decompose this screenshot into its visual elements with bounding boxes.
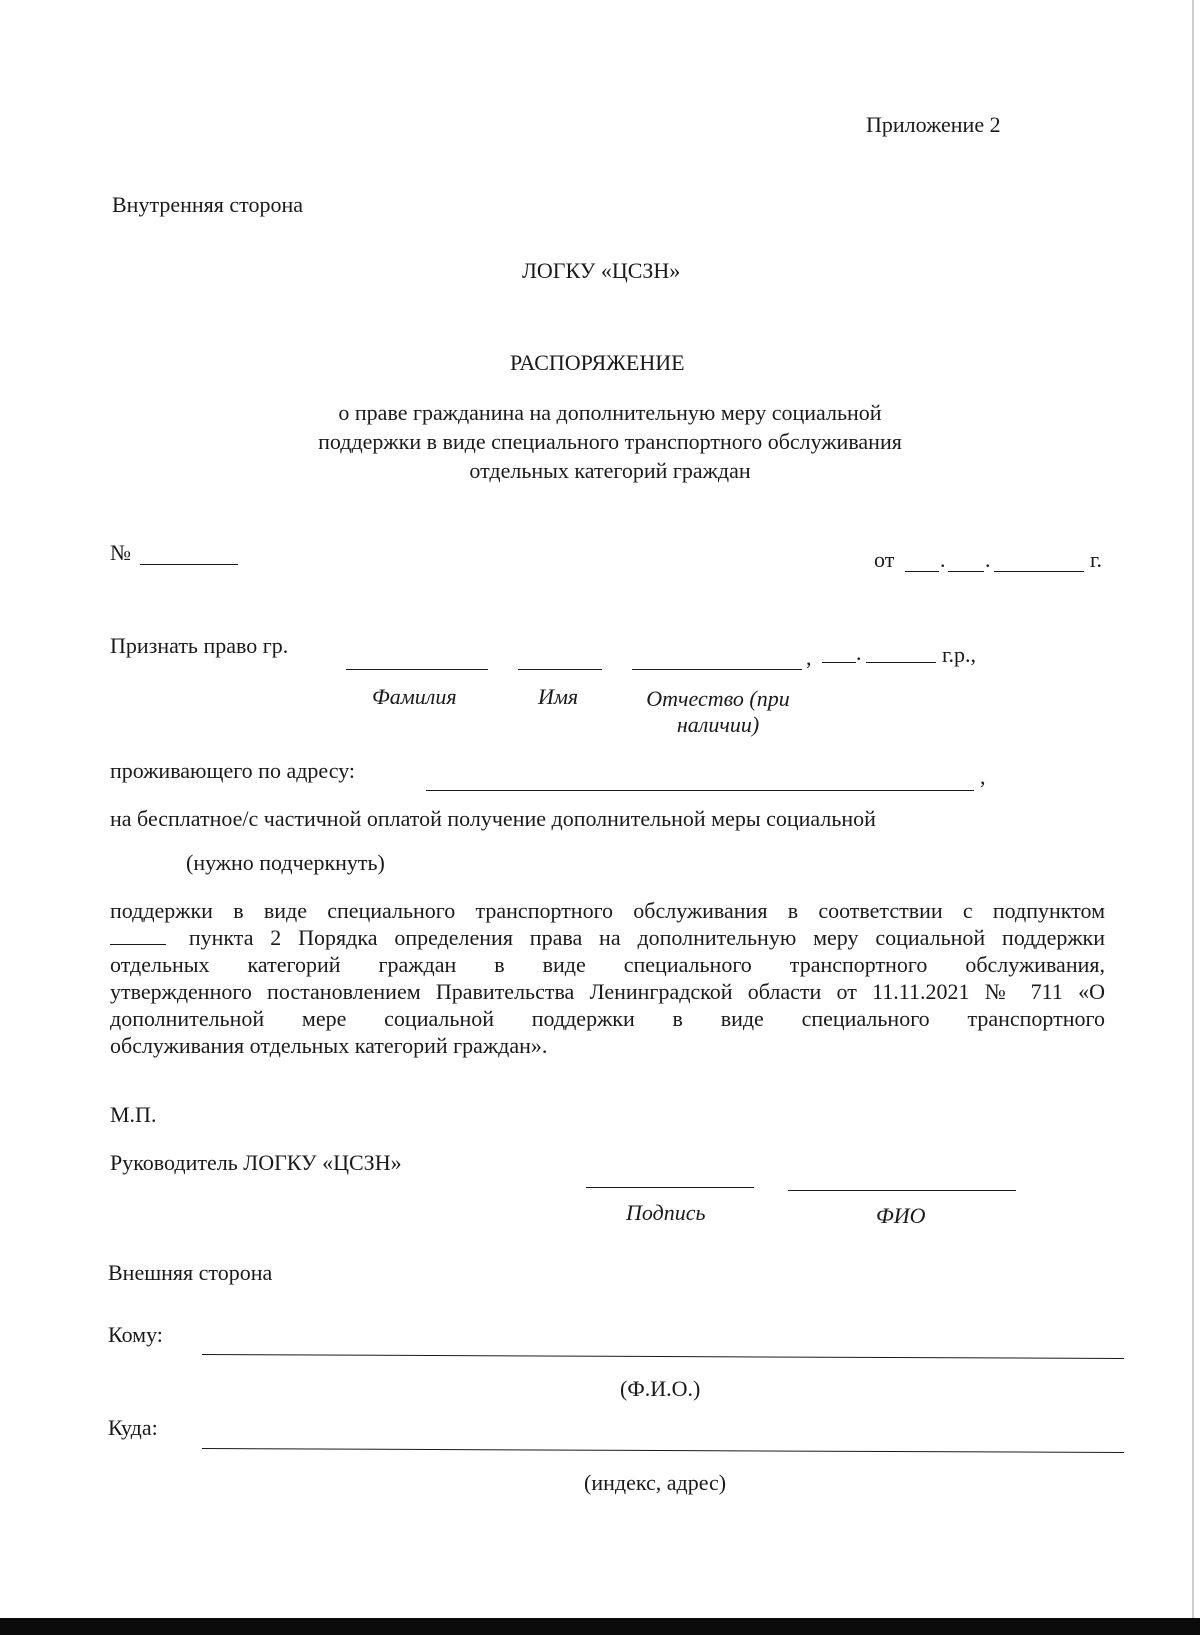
birth-separator: . xyxy=(856,640,862,665)
caption-patronymic-line: наличии) xyxy=(676,712,760,738)
subject-line: поддержки в виде специального транспортного обслуживания xyxy=(318,429,902,454)
body-line-text: пункта 2 Порядка определения права на дополнительную меру социальной поддержки xyxy=(188,925,1105,950)
caption-patronymic xyxy=(628,686,808,739)
outer-side-label: Внешняя сторона xyxy=(108,1260,273,1285)
to-label: Кому: xyxy=(108,1322,163,1347)
to-caption: (Ф.И.О.) xyxy=(620,1376,701,1401)
caption-surname: Фамилия xyxy=(372,684,457,709)
body-line xyxy=(110,924,1105,951)
caption-patronymic-line: Отчество (при xyxy=(646,686,790,711)
body-line: обслуживания отдельных категорий граждан». xyxy=(110,1033,548,1058)
birth-day-field[interactable] xyxy=(822,662,856,663)
number-label: № xyxy=(110,540,131,565)
underline-hint: (нужно подчеркнуть) xyxy=(186,850,385,875)
where-field[interactable] xyxy=(202,1448,1124,1453)
date-separator: . xyxy=(940,547,946,572)
subpoint-field[interactable] xyxy=(110,926,166,945)
signature-field[interactable] xyxy=(586,1187,754,1188)
surname-field[interactable] xyxy=(346,669,488,670)
comma: , xyxy=(806,645,812,670)
birth-year-field[interactable] xyxy=(866,662,936,663)
date-month-field[interactable] xyxy=(948,571,984,572)
birth-suffix: г.р., xyxy=(942,642,977,667)
head-label: Руководитель ЛОГКУ «ЦСЗН» xyxy=(110,1150,402,1175)
name-field[interactable] xyxy=(518,669,602,670)
body-line: дополнительной мере социальной поддержки в виде специального транспортного xyxy=(110,1006,1105,1031)
document-subject xyxy=(200,398,1020,485)
where-label: Куда: xyxy=(108,1415,158,1440)
payment-line: на бесплатное/с частичной оплатой получение дополнительной меры социальной xyxy=(110,806,876,831)
body-line: утвержденного постановлением Правительства Ленинградской области от 11.11.2021 № 711 «О xyxy=(110,979,1105,1004)
recognize-label: Признать право гр. xyxy=(110,633,289,658)
date-suffix: г. xyxy=(1090,547,1103,572)
address-label: проживающего по адресу: xyxy=(110,758,356,783)
caption-fio: ФИО xyxy=(876,1203,926,1228)
body-line: поддержки в виде специального транспортного обслуживания в соответствии с подпунктом xyxy=(110,898,1105,923)
subject-line: о праве гражданина на дополнительную меру социальной xyxy=(338,400,882,425)
caption-signature: Подпись xyxy=(626,1200,706,1225)
body-line: отдельных категорий граждан в виде специального транспортного обслуживания, xyxy=(110,952,1105,977)
where-caption: (индекс, адрес) xyxy=(584,1470,727,1495)
date-separator: . xyxy=(985,547,991,572)
appendix-label: Приложение 2 xyxy=(866,112,1001,137)
address-comma: , xyxy=(980,764,986,789)
stamp-label: М.П. xyxy=(110,1102,157,1127)
inner-side-label: Внутренняя сторона xyxy=(112,192,304,217)
date-prefix: от xyxy=(874,547,895,572)
scan-border xyxy=(0,1618,1200,1635)
caption-name: Имя xyxy=(538,684,579,709)
fio-field[interactable] xyxy=(788,1190,1016,1191)
subject-line: отдельных категорий граждан xyxy=(469,458,751,483)
number-field[interactable] xyxy=(140,564,238,565)
body-paragraph xyxy=(110,897,1105,1059)
address-field[interactable] xyxy=(426,790,974,791)
scan-edge xyxy=(1192,0,1194,1618)
patronymic-field[interactable] xyxy=(632,669,802,670)
date-day-field[interactable] xyxy=(905,571,939,572)
to-field[interactable] xyxy=(202,1354,1124,1359)
date-year-field[interactable] xyxy=(994,571,1084,572)
document-title: РАСПОРЯЖЕНИЕ xyxy=(510,350,685,375)
organization-name: ЛОГКУ «ЦСЗН» xyxy=(522,258,681,283)
